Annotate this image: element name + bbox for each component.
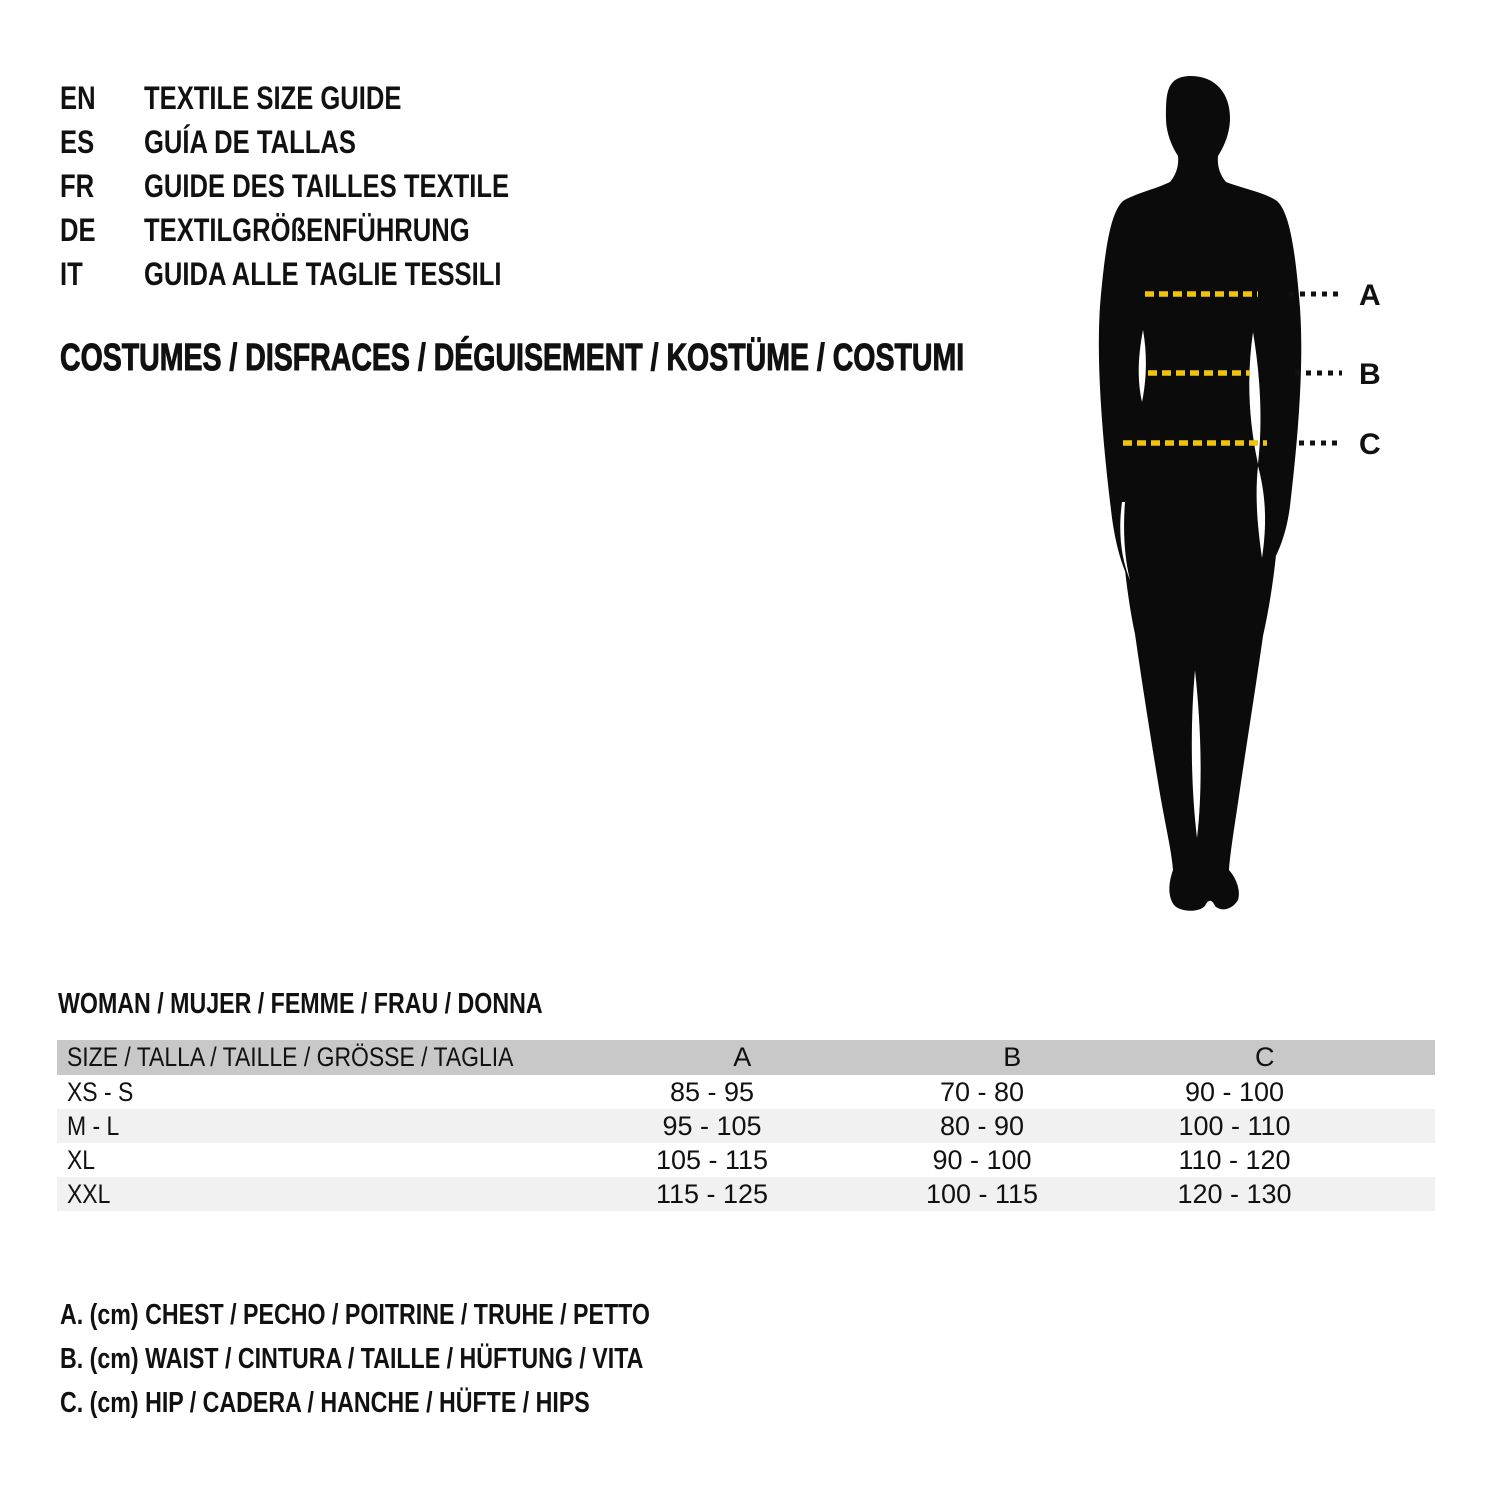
lang-code-fr	[60, 168, 144, 205]
legend-row-chest	[60, 1293, 797, 1337]
lang-label-fr: GUIDE DES TAILLES TEXTILE	[144, 167, 510, 204]
cell-a: 105 - 115	[655, 1144, 769, 1175]
cell-size-text: XL	[67, 1144, 96, 1175]
cell-a: 115 - 125	[655, 1178, 769, 1209]
category-title-text: COSTUMES / DISFRACES / DÉGUISEMENT / KOSTÜME / COSTUMI	[60, 337, 965, 379]
cell-c: 100 - 110	[1178, 1110, 1291, 1141]
lang-row-it	[60, 252, 600, 296]
table-row-xs-s	[57, 1075, 1435, 1109]
cell-size	[57, 1077, 562, 1108]
cell-c: 110 - 120	[1178, 1144, 1291, 1175]
lang-label-de: TEXTILGRÖßENFÜHRUNG	[144, 211, 470, 248]
lang-label-es: GUÍA DE TALLAS	[144, 123, 356, 160]
lang-label-en: TEXTILE SIZE GUIDE	[144, 79, 402, 116]
cell-size-text: XS - S	[67, 1076, 134, 1107]
lang-row-en	[60, 76, 600, 120]
lang-code-it	[60, 256, 144, 293]
cell-size-text: M - L	[67, 1110, 120, 1141]
cell-c: 90 - 100	[1184, 1076, 1285, 1107]
lang-code-es	[60, 124, 144, 161]
legend-row-waist	[60, 1337, 797, 1381]
woman-silhouette-svg	[1078, 66, 1498, 926]
cell-size	[57, 1179, 562, 1210]
lang-code-de-text: DE	[60, 211, 96, 248]
lang-code-es-text: ES	[60, 123, 95, 160]
lang-code-it-text: IT	[60, 255, 83, 292]
header-cell-c: C	[1254, 1042, 1275, 1072]
size-table-header-row	[57, 1040, 1435, 1075]
measurement-legend	[60, 1293, 797, 1425]
marker-label-a: A	[1359, 279, 1381, 312]
cell-b: 80 - 90	[939, 1110, 1025, 1141]
cell-a: 95 - 105	[662, 1110, 762, 1141]
table-row-m-l	[57, 1109, 1435, 1143]
legend-chest-text: A. (cm) CHEST / PECHO / POITRINE / TRUHE / PETTO	[60, 1298, 650, 1331]
header-cell-b: B	[1003, 1042, 1022, 1072]
lang-label-it: GUIDA ALLE TAGLIE TESSILI	[144, 255, 502, 292]
legend-row-hip	[60, 1381, 797, 1425]
cell-a: 85 - 95	[669, 1076, 755, 1107]
legend-hip-text: C. (cm) HIP / CADERA / HANCHE / HÜFTE / HIPS	[60, 1386, 590, 1419]
measurement-figure	[1078, 66, 1498, 926]
table-row-xl	[57, 1143, 1435, 1177]
lang-row-es	[60, 120, 600, 164]
header-cell-a: A	[733, 1042, 752, 1072]
marker-label-b: B	[1359, 358, 1381, 391]
cell-size	[57, 1111, 562, 1142]
lang-code-fr-text: FR	[60, 167, 95, 204]
legend-waist-text: B. (cm) WAIST / CINTURA / TAILLE / HÜFTUNG / VITA	[60, 1342, 644, 1375]
header-cell-size-text: SIZE / TALLA / TAILLE / GRÖSSE / TAGLIA	[67, 1042, 514, 1072]
lang-code-de	[60, 212, 144, 249]
language-title-block	[60, 76, 600, 296]
lang-row-de	[60, 208, 600, 252]
cell-b: 100 - 115	[925, 1178, 1039, 1209]
cell-b: 90 - 100	[932, 1144, 1032, 1175]
lang-row-fr	[60, 164, 600, 208]
cell-size	[57, 1145, 562, 1176]
lang-code-en-text: EN	[60, 79, 96, 116]
section-title-woman-text: WOMAN / MUJER / FEMME / FRAU / DONNA	[58, 988, 543, 1020]
table-row-xxl	[57, 1177, 1435, 1211]
header-cell-size	[57, 1042, 592, 1073]
size-table	[57, 1040, 1435, 1211]
cell-b: 70 - 80	[939, 1076, 1025, 1107]
cell-size-text: XXL	[67, 1178, 111, 1209]
cell-c: 120 - 130	[1177, 1178, 1292, 1209]
lang-code-en	[60, 80, 144, 117]
marker-label-c: C	[1359, 428, 1381, 461]
section-title-woman	[58, 988, 664, 1021]
